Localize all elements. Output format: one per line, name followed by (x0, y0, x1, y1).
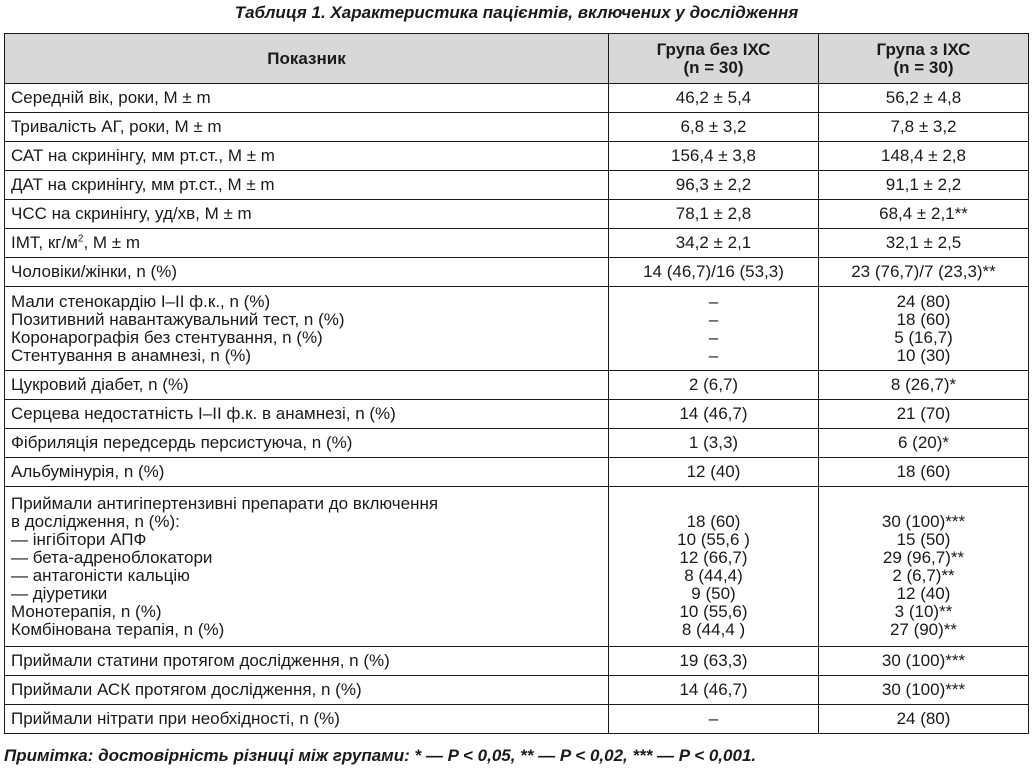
table-row-nitrates (5, 705, 1029, 734)
table-row-albuminuria (5, 458, 1029, 487)
row-group1-value: 1 (3,3) (609, 429, 819, 458)
row-group1-value: 156,4 ± 3,8 (609, 142, 819, 171)
table-caption: Таблиця 1. Характеристика пацієнтів, включених у дослідження (234, 3, 799, 22)
row-label: ДАТ на скринінгу, мм рт.ст., M ± m (5, 171, 609, 200)
row-group1-value: 2 (6,7) (609, 371, 819, 400)
row-label: Фібриляція передсердь персистуюча, n (%) (5, 429, 609, 458)
row-label: Приймали статини протягом дослідження, n (%) (5, 647, 609, 676)
row-group2-value: 18 (60) (819, 458, 1029, 487)
row-group2-value: 27 (90)** (889, 619, 958, 639)
row-group1-value: – (708, 309, 719, 329)
row-group1-value: 8 (44,4) (684, 565, 743, 585)
row-group1-value (615, 495, 812, 513)
bmi-label-suffix: , M ± m (83, 233, 140, 252)
row-label: Альбумінурія, n (%) (5, 458, 609, 487)
row-group2-value: 5 (16,7) (894, 327, 953, 347)
row-group2-value: 12 (40) (896, 583, 951, 603)
table-row-age (5, 84, 1029, 113)
row-group1-values (609, 487, 819, 647)
header-group1-n: (n = 30) (683, 57, 744, 77)
row-label: — інгібітори АПФ (11, 529, 147, 549)
row-group2-values (819, 287, 1029, 371)
table-row-heart-failure (5, 400, 1029, 429)
row-group1-value: 14 (46,7) (609, 400, 819, 429)
row-label: — діуретики (11, 583, 108, 603)
row-group2-value (825, 495, 1022, 513)
row-group2-value: 30 (100)*** (819, 647, 1029, 676)
row-group2-value: 30 (100)*** (819, 676, 1029, 705)
row-group2-value: 15 (50) (896, 529, 951, 549)
row-group2-value: 32,1 ± 2,5 (819, 229, 1029, 258)
header-group-with-cad (819, 34, 1029, 84)
row-group2-value: 56,2 ± 4,8 (819, 84, 1029, 113)
row-group1-values (609, 287, 819, 371)
table-row-aspirin (5, 676, 1029, 705)
row-label: — антагоністи кальцію (11, 565, 190, 585)
table-row-sbp (5, 142, 1029, 171)
row-group2-value: 30 (100)*** (881, 511, 966, 531)
row-group2-value: 91,1 ± 2,2 (819, 171, 1029, 200)
row-group1-value: 78,1 ± 2,8 (609, 200, 819, 229)
row-label: в дослідження, n (%): (11, 511, 180, 531)
bmi-label-superscript: 2 (77, 233, 84, 245)
row-group2-value: 2 (6,7)** (892, 565, 955, 585)
row-group2-value: 8 (26,7)* (819, 371, 1029, 400)
table-row-dbp (5, 171, 1029, 200)
table-row-cad-history (5, 287, 1029, 371)
row-label: Позитивний навантажувальний тест, n (%) (11, 309, 345, 329)
row-group2-value: 10 (30) (896, 345, 951, 365)
row-label: Мали стенокардію І–ІІ ф.к., n (%) (11, 291, 271, 311)
table-row-bmi (5, 229, 1029, 258)
table-footnote: Примітка: достовірність різниці між групами: * — P < 0,05, ** — P < 0,02, *** — P < 0,001. (4, 746, 757, 765)
table-row-heart-rate (5, 200, 1029, 229)
table-row-atrial-fibrillation (5, 429, 1029, 458)
row-group1-value: – (708, 327, 719, 347)
row-group1-value: 6,8 ± 3,2 (609, 113, 819, 142)
row-group1-value: – (708, 345, 719, 365)
table-row-diabetes (5, 371, 1029, 400)
row-group2-value: 24 (80) (896, 291, 951, 311)
bmi-label-text: ІМТ, кг/м (11, 233, 78, 252)
row-label: Приймали антигіпертензивні препарати до включення (11, 493, 439, 513)
row-label: Цукровий діабет, n (%) (5, 371, 609, 400)
row-label: Приймали нітрати при необхідності, n (%) (5, 705, 609, 734)
table-row-antihypertensive-therapy (5, 487, 1029, 647)
row-label: Тривалість АГ, роки, M ± m (5, 113, 609, 142)
row-group1-value: 12 (66,7) (679, 547, 748, 567)
row-label: — бета-адреноблокатори (11, 547, 213, 567)
row-label-group (5, 287, 609, 371)
row-group1-value: 18 (60) (686, 511, 741, 531)
row-group2-value: 3 (10)** (894, 601, 953, 621)
row-group1-value: 14 (46,7) (609, 676, 819, 705)
header-group1-title: Група без ІХС (656, 39, 771, 59)
row-label: Чоловіки/жінки, n (%) (5, 258, 609, 287)
row-group2-value: 7,8 ± 3,2 (819, 113, 1029, 142)
table-row-ah-duration (5, 113, 1029, 142)
table-header-row (5, 34, 1029, 84)
row-group1-value: 46,2 ± 5,4 (609, 84, 819, 113)
row-label: Серцева недостатність І–ІІ ф.к. в анамнезі, n (%) (5, 400, 609, 429)
row-label: САТ на скринінгу, мм рт.ст., M ± m (5, 142, 609, 171)
row-label (5, 229, 609, 258)
row-group2-value: 6 (20)* (819, 429, 1029, 458)
row-group1-value: 34,2 ± 2,1 (609, 229, 819, 258)
row-group2-value: 68,4 ± 2,1** (819, 200, 1029, 229)
table-row-statins (5, 647, 1029, 676)
row-group1-value: 10 (55,6 ) (677, 529, 750, 549)
row-label: Комбінована терапія, n (%) (11, 619, 225, 639)
patient-characteristics-table (4, 33, 1029, 734)
row-label: ЧСС на скринінгу, уд/хв, M ± m (5, 200, 609, 229)
header-group-without-cad (609, 34, 819, 84)
header-group2-title: Група з ІХС (876, 39, 971, 59)
row-group2-value: 29 (96,7)** (882, 547, 965, 567)
row-label: Приймали АСК протягом дослідження, n (%) (5, 676, 609, 705)
row-group1-value: 12 (40) (609, 458, 819, 487)
row-label: Монотерапія, n (%) (11, 601, 162, 621)
row-group1-value: 10 (55,6) (679, 601, 748, 621)
row-group2-values (819, 487, 1029, 647)
row-group2-value: 148,4 ± 2,8 (819, 142, 1029, 171)
row-group1-value: 19 (63,3) (609, 647, 819, 676)
row-group2-value: 23 (76,7)/7 (23,3)** (819, 258, 1029, 287)
row-label: Коронарографія без стентування, n (%) (11, 327, 323, 347)
row-group2-value: 24 (80) (819, 705, 1029, 734)
row-label: Середній вік, роки, M ± m (5, 84, 609, 113)
row-group1-value: 14 (46,7)/16 (53,3) (609, 258, 819, 287)
row-group1-value: – (708, 291, 719, 311)
row-group2-value: 18 (60) (896, 309, 951, 329)
row-label: Стентування в анамнезі, n (%) (11, 345, 252, 365)
row-group1-value: 8 (44,4 ) (681, 619, 746, 639)
row-group1-value: 96,3 ± 2,2 (609, 171, 819, 200)
header-indicator: Показник (5, 34, 609, 84)
row-group2-value: 21 (70) (819, 400, 1029, 429)
row-group1-value: 9 (50) (691, 583, 736, 603)
row-label-group (5, 487, 609, 647)
row-group1-value: – (609, 705, 819, 734)
header-group2-n: (n = 30) (893, 57, 954, 77)
table-row-sex (5, 258, 1029, 287)
